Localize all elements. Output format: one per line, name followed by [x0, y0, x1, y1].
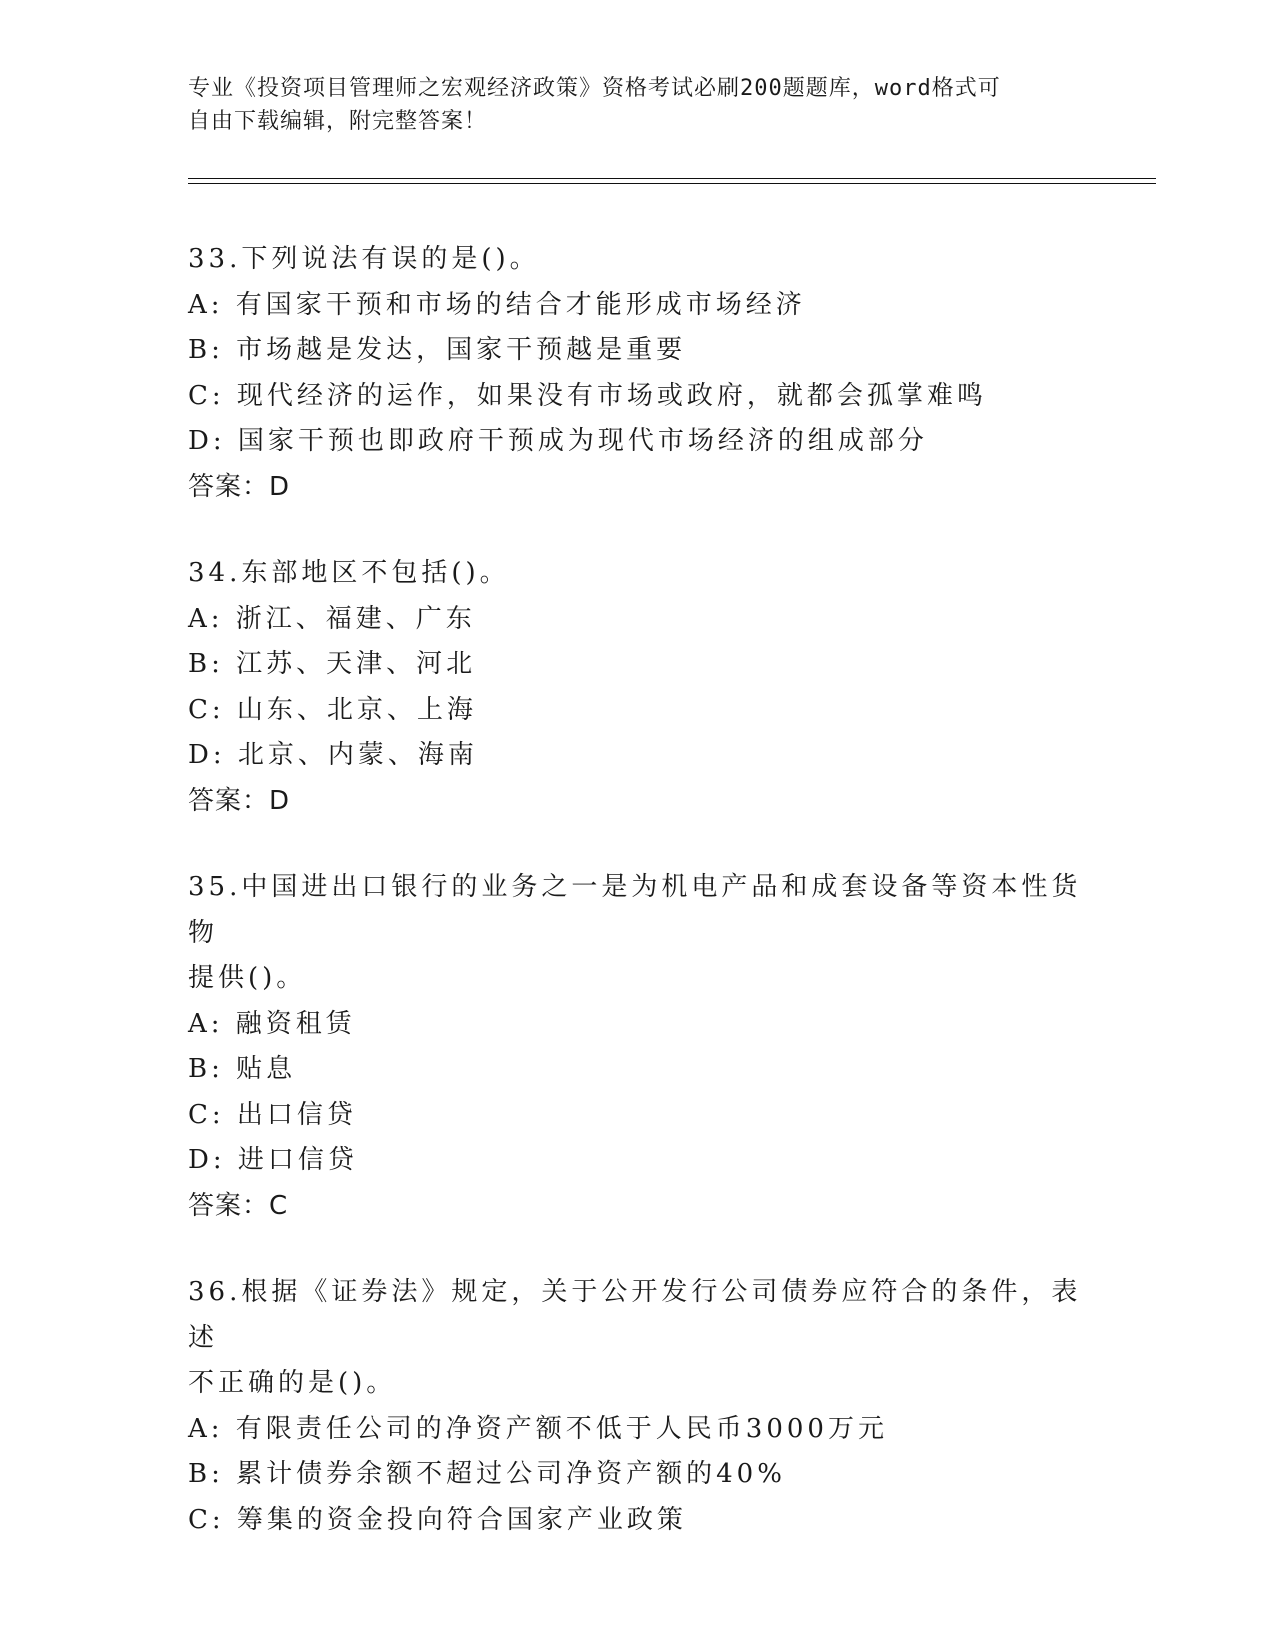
option-d: D: 国家干预也即政府干预成为现代市场经济的组成部分 — [188, 426, 928, 456]
question-36 — [188, 1270, 1088, 1543]
option-a: A: 有国家干预和市场的结合才能形成市场经济 — [188, 289, 806, 320]
question-35 — [188, 865, 1088, 1229]
question-stem: 34.东部地区不包括()。 — [188, 558, 510, 588]
header-line-1: 专业《投资项目管理师之宏观经济政策》资格考试必刷200题题库，word格式可 — [188, 76, 1001, 101]
answer-line: 答案：D — [188, 471, 291, 502]
option-d: D: 进口信贷 — [188, 1145, 358, 1175]
question-stem-line-2: 不正确的是()。 — [188, 1368, 397, 1398]
question-stem-line-1: 36.根据《证券法》规定，关于公开发行公司债券应符合的条件，表述 — [188, 1277, 1082, 1353]
option-c: C: 山东、北京、上海 — [188, 694, 477, 725]
answer-line: 答案：C — [188, 1190, 289, 1221]
question-stem-line-2: 提供()。 — [188, 963, 307, 993]
header-line-2: 自由下载编辑，附完整答案！ — [188, 109, 488, 134]
header-divider-top — [188, 178, 1156, 179]
question-33 — [188, 237, 1088, 510]
option-d: D: 北京、内蒙、海南 — [188, 740, 478, 770]
question-stem-line-1: 35.中国进出口银行的业务之一是为机电产品和成套设备等资本性货物 — [188, 872, 1082, 948]
document-header — [188, 72, 1088, 138]
question-34 — [188, 551, 1088, 824]
option-a: A: 有限责任公司的净资产额不低于人民币3000万元 — [188, 1413, 888, 1444]
header-divider-bottom — [188, 183, 1156, 184]
option-c: C: 筹集的资金投向符合国家产业政策 — [188, 1504, 687, 1535]
option-b: B: 累计债券余额不超过公司净资产额的40% — [188, 1459, 786, 1489]
option-b: B: 贴息 — [188, 1054, 297, 1084]
option-a: A: 浙江、福建、广东 — [188, 603, 476, 634]
question-stem: 33.下列说法有误的是()。 — [188, 244, 540, 274]
option-c: C: 出口信贷 — [188, 1099, 357, 1130]
option-c: C: 现代经济的运作，如果没有市场或政府，就都会孤掌难鸣 — [188, 380, 987, 411]
option-b: B: 市场越是发达，国家干预越是重要 — [188, 335, 687, 365]
option-a: A: 融资租赁 — [188, 1008, 356, 1039]
question-list — [188, 237, 1088, 1584]
answer-line: 答案：D — [188, 785, 291, 816]
option-b: B: 江苏、天津、河北 — [188, 649, 477, 679]
